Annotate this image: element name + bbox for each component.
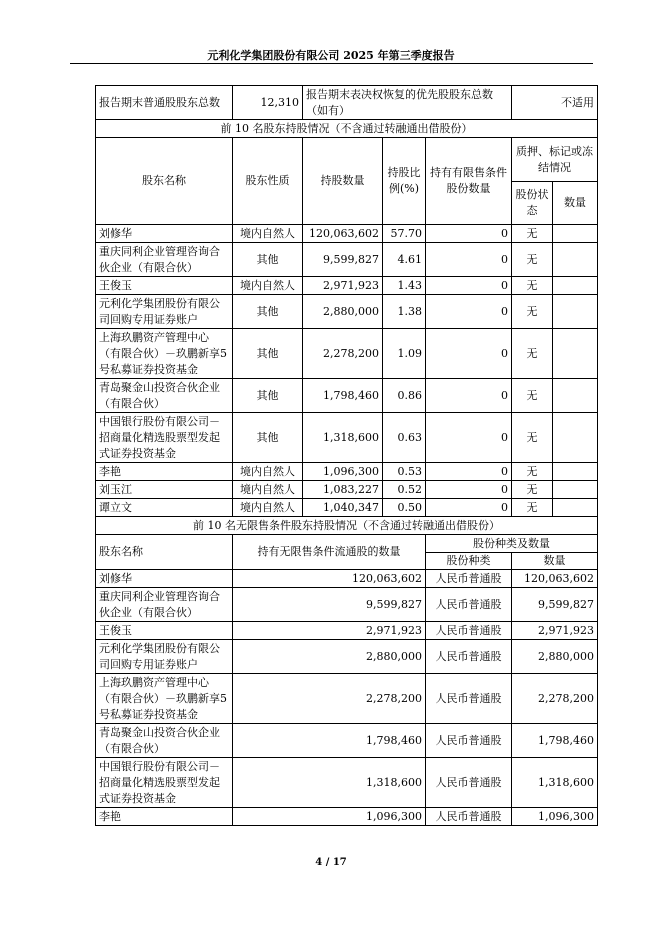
shares-count: 2,880,000 [303, 295, 383, 329]
share-qty: 1,096,300 [512, 808, 598, 826]
restricted-shares: 0 [426, 243, 512, 277]
col-header-name: 股东名称 [96, 535, 233, 570]
share-qty: 2,971,923 [512, 622, 598, 640]
pledge-qty [553, 413, 598, 463]
restricted-shares: 0 [426, 379, 512, 413]
report-header: 元利化学集团股份有限公司 2025 年第三季度报告 [207, 49, 455, 62]
table-row [96, 808, 598, 826]
shares-count: 9,599,827 [303, 243, 383, 277]
restricted-shares: 0 [426, 277, 512, 295]
table-row [96, 329, 598, 379]
pledge-qty [553, 295, 598, 329]
col-header-restricted: 持有有限售条件股份数量 [426, 138, 512, 225]
col-header-pledge: 质押、标记或冻结情况 [512, 138, 598, 182]
shareholder-name: 中国银行股份有限公司－招商量化精选股票型发起式证券投资基金 [96, 758, 233, 808]
table-row [96, 570, 598, 588]
restricted-shares: 0 [426, 225, 512, 243]
share-type: 人民币普通股 [426, 758, 512, 808]
shareholder-nature: 境内自然人 [233, 499, 303, 517]
pledge-qty [553, 329, 598, 379]
shareholder-table [95, 85, 598, 517]
restricted-shares: 0 [426, 463, 512, 481]
unrestricted-count: 1,318,600 [233, 758, 426, 808]
pledge-status: 无 [512, 481, 553, 499]
shareholder-name: 李艳 [96, 808, 233, 826]
share-ratio: 1.09 [383, 329, 426, 379]
col-header-kind: 股份种类及数量 [426, 535, 598, 553]
pledge-qty [553, 481, 598, 499]
shareholder-name: 谭立文 [96, 499, 233, 517]
share-qty: 9,599,827 [512, 588, 598, 622]
unrestricted-table [95, 516, 598, 826]
restricted-shares: 0 [426, 329, 512, 379]
summary-label-common: 报告期末普通股股东总数 [96, 86, 233, 120]
table-row [96, 481, 598, 499]
table-row [96, 588, 598, 622]
restricted-shares: 0 [426, 481, 512, 499]
pledge-qty [553, 499, 598, 517]
share-type: 人民币普通股 [426, 640, 512, 674]
unrestricted-count: 2,880,000 [233, 640, 426, 674]
table-row [96, 499, 598, 517]
share-ratio: 0.53 [383, 463, 426, 481]
unrestricted-count: 2,278,200 [233, 674, 426, 724]
restricted-shares: 0 [426, 413, 512, 463]
shareholder-nature: 其他 [233, 329, 303, 379]
shareholder-name: 元利化学集团股份有限公司回购专用证券账户 [96, 640, 233, 674]
share-qty: 1,318,600 [512, 758, 598, 808]
unrestricted-count: 120,063,602 [233, 570, 426, 588]
pledge-status: 无 [512, 413, 553, 463]
shareholder-name: 青岛聚金山投资合伙企业（有限合伙） [96, 379, 233, 413]
shareholder-nature: 其他 [233, 379, 303, 413]
shareholder-nature: 境内自然人 [233, 225, 303, 243]
share-type: 人民币普通股 [426, 724, 512, 758]
share-type: 人民币普通股 [426, 622, 512, 640]
shareholder-name: 王俊玉 [96, 277, 233, 295]
share-ratio: 4.61 [383, 243, 426, 277]
table-row [96, 724, 598, 758]
share-ratio: 0.86 [383, 379, 426, 413]
share-type: 人民币普通股 [426, 588, 512, 622]
col-header-ratio: 持股比例(%) [383, 138, 426, 225]
shareholder-nature: 境内自然人 [233, 481, 303, 499]
pledge-status: 无 [512, 243, 553, 277]
shares-count: 1,318,600 [303, 413, 383, 463]
table-row [96, 758, 598, 808]
shareholder-nature: 其他 [233, 413, 303, 463]
shareholder-name: 上海玖鹏资产管理中心（有限合伙）－玖鹏新享5号私募证券投资基金 [96, 674, 233, 724]
shareholder-nature: 其他 [233, 295, 303, 329]
unrestricted-count: 2,971,923 [233, 622, 426, 640]
shareholder-nature: 境内自然人 [233, 277, 303, 295]
col-header-nature: 股东性质 [233, 138, 303, 225]
table-row [96, 463, 598, 481]
table-row [96, 674, 598, 724]
table-row [96, 622, 598, 640]
table-row [96, 379, 598, 413]
pledge-status: 无 [512, 277, 553, 295]
shares-count: 1,040,347 [303, 499, 383, 517]
col-header-count: 持有无限售条件流通股的数量 [233, 535, 426, 570]
share-type: 人民币普通股 [426, 808, 512, 826]
shares-count: 1,096,300 [303, 463, 383, 481]
page-number: 4 / 17 [315, 857, 347, 868]
share-qty: 2,880,000 [512, 640, 598, 674]
shareholder-name: 重庆同利企业管理咨询合伙企业（有限合伙） [96, 243, 233, 277]
share-qty: 120,063,602 [512, 570, 598, 588]
table-row [96, 225, 598, 243]
unrestricted-section-title: 前 10 名无限售条件股东持股情况（不含通过转融通出借股份） [96, 517, 598, 535]
table-row [96, 243, 598, 277]
shareholder-name: 王俊玉 [96, 622, 233, 640]
restricted-shares: 0 [426, 295, 512, 329]
pledge-status: 无 [512, 499, 553, 517]
table-row [96, 295, 598, 329]
col-header-qty: 数量 [512, 553, 598, 570]
col-header-qty: 数量 [553, 182, 598, 225]
pledge-qty [553, 243, 598, 277]
shareholder-nature: 其他 [233, 243, 303, 277]
table-row [96, 640, 598, 674]
shareholder-name: 刘修华 [96, 570, 233, 588]
pledge-qty [553, 225, 598, 243]
shareholder-name: 元利化学集团股份有限公司回购专用证券账户 [96, 295, 233, 329]
pledge-status: 无 [512, 225, 553, 243]
share-ratio: 1.38 [383, 295, 426, 329]
shares-count: 1,798,460 [303, 379, 383, 413]
shareholder-name: 重庆同利企业管理咨询合伙企业（有限合伙） [96, 588, 233, 622]
pledge-qty [553, 379, 598, 413]
shares-count: 1,083,227 [303, 481, 383, 499]
unrestricted-count: 1,096,300 [233, 808, 426, 826]
pledge-qty [553, 277, 598, 295]
share-ratio: 0.50 [383, 499, 426, 517]
shareholder-nature: 境内自然人 [233, 463, 303, 481]
share-qty: 1,798,460 [512, 724, 598, 758]
share-qty: 2,278,200 [512, 674, 598, 724]
header-rule [70, 63, 593, 64]
table-row [96, 413, 598, 463]
col-header-name: 股东名称 [96, 138, 233, 225]
top10-section-title: 前 10 名股东持股情况（不含通过转融通出借股份） [96, 120, 598, 138]
summary-value-preferred: 不适用 [512, 86, 598, 120]
shareholder-name: 中国银行股份有限公司－招商量化精选股票型发起式证券投资基金 [96, 413, 233, 463]
pledge-status: 无 [512, 295, 553, 329]
pledge-status: 无 [512, 329, 553, 379]
share-ratio: 1.43 [383, 277, 426, 295]
share-type: 人民币普通股 [426, 570, 512, 588]
shareholder-name: 刘玉江 [96, 481, 233, 499]
share-ratio: 0.63 [383, 413, 426, 463]
pledge-status: 无 [512, 463, 553, 481]
shares-count: 120,063,602 [303, 225, 383, 243]
table-row [96, 277, 598, 295]
shareholder-name: 刘修华 [96, 225, 233, 243]
shareholder-name: 李艳 [96, 463, 233, 481]
summary-label-preferred: 报告期末表决权恢复的优先股股东总数（如有） [303, 86, 512, 120]
shareholder-name: 上海玖鹏资产管理中心（有限合伙）－玖鹏新享5号私募证券投资基金 [96, 329, 233, 379]
unrestricted-count: 1,798,460 [233, 724, 426, 758]
shares-count: 2,278,200 [303, 329, 383, 379]
unrestricted-count: 9,599,827 [233, 588, 426, 622]
col-header-status: 股份状态 [512, 182, 553, 225]
summary-value-common: 12,310 [233, 86, 303, 120]
share-type: 人民币普通股 [426, 674, 512, 724]
pledge-qty [553, 463, 598, 481]
share-ratio: 0.52 [383, 481, 426, 499]
share-ratio: 57.70 [383, 225, 426, 243]
shareholder-name: 青岛聚金山投资合伙企业（有限合伙） [96, 724, 233, 758]
col-header-type: 股份种类 [426, 553, 512, 570]
col-header-shares: 持股数量 [303, 138, 383, 225]
shares-count: 2,971,923 [303, 277, 383, 295]
pledge-status: 无 [512, 379, 553, 413]
restricted-shares: 0 [426, 499, 512, 517]
